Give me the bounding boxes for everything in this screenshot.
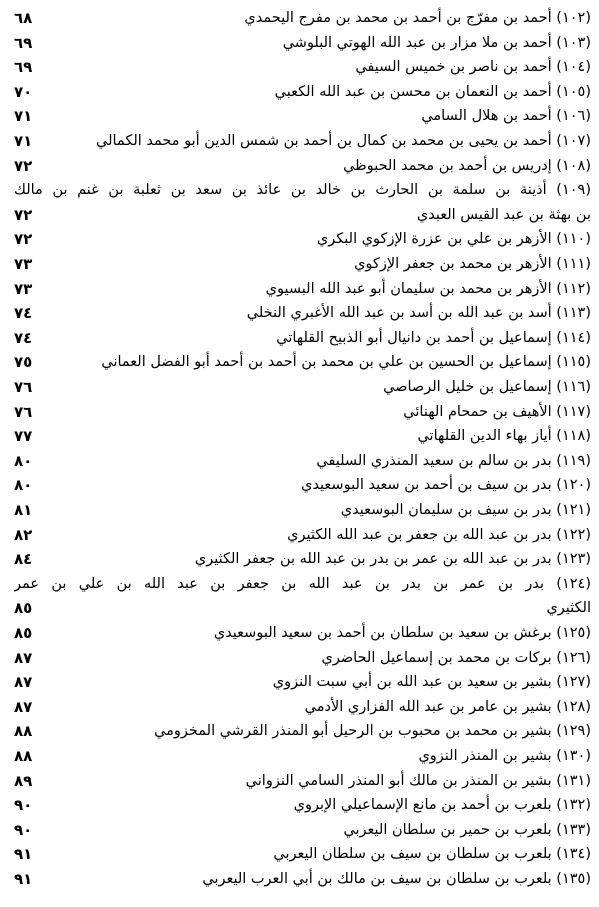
index-entry <box>0 55 599 79</box>
entry-page-number: ٩١ <box>14 845 33 864</box>
entry-page-number: ٧٥ <box>14 353 33 372</box>
index-entry-continuation <box>0 203 599 227</box>
entry-page-number: ٨٨ <box>14 722 33 741</box>
entry-title: (١٠٦) أحمد بن هلال السامي <box>421 108 591 125</box>
entry-page-number: ٨٧ <box>14 697 33 716</box>
entry-page-number: ٨٧ <box>14 648 33 667</box>
index-entry <box>0 818 599 842</box>
entry-page-number: ٦٨ <box>14 9 33 27</box>
index-entry <box>0 400 599 424</box>
entry-page-number: ٧٤ <box>14 328 33 347</box>
entry-page-number: ٨٠ <box>14 476 33 495</box>
entry-title: (١١٨) أياز بهاء الدين القلهاتي <box>417 428 591 445</box>
index-entry <box>0 867 599 891</box>
entry-page-number: ٨٩ <box>14 771 33 790</box>
index-entry <box>0 178 599 202</box>
entry-page-number: ٧٦ <box>14 402 33 421</box>
entry-page-number: ٧١ <box>14 132 33 150</box>
entry-title: (١٢١) بدر بن سيف بن سليمان البوسعيدي <box>340 502 591 518</box>
entry-title: (١٣٢) بلعرب بن أحمد بن مانع الإسماعيلي الإبروي <box>293 797 591 814</box>
index-entry <box>0 277 599 301</box>
entry-page-number: ٨٥ <box>14 599 33 618</box>
entry-page-number: ٧٢ <box>14 205 33 224</box>
index-entry <box>0 744 599 768</box>
entry-page-number: ٩١ <box>14 870 33 888</box>
index-entry <box>0 719 599 743</box>
entry-title: (١٢٧) بشير بن سعيد بن عبد الله بن أبي سبت النزوي <box>272 674 591 691</box>
entry-page-number: ٧٠ <box>14 82 33 101</box>
entry-page-number: ٨٠ <box>14 451 33 470</box>
entry-page-number: ٦٩ <box>14 58 33 77</box>
index-entry <box>0 6 599 30</box>
index-entry <box>0 350 599 374</box>
entry-title: (١٢٥) برغش بن سعيد بن سلطان بن أحمد بن سعيد البوسعيدي <box>213 625 591 641</box>
index-entry <box>0 473 599 497</box>
entry-page-number: ٦٩ <box>14 33 33 52</box>
index-entry <box>0 252 599 276</box>
index-entry <box>0 498 599 522</box>
entry-title: (١١٦) إسماعيل بن خليل الرصاصي <box>383 379 591 395</box>
index-entry <box>0 154 599 178</box>
index-entry <box>0 646 599 670</box>
entry-page-number: ٨٤ <box>14 550 33 569</box>
entry-page-number: ٨٥ <box>14 624 33 642</box>
index-entry <box>0 670 599 694</box>
index-entry <box>0 449 599 473</box>
index-entry <box>0 523 599 547</box>
entry-title: (١١٤) إسماعيل بن أحمد بن دانيال أبو الذبيح القلهاتي <box>276 329 591 346</box>
index-entry <box>0 326 599 350</box>
entry-title: (١١٢) الأزهر بن محمد بن سليمان أبو عبد الله البسيوي <box>265 280 591 297</box>
entry-page-number: ٧٣ <box>14 255 33 273</box>
index-entry <box>0 842 599 866</box>
entry-title: (١١١) الأزهر بن محمد بن جعفر الإزكوي <box>354 256 591 272</box>
entry-page-number: ٩٠ <box>14 796 33 815</box>
entry-title: (١١٣) أسد بن عبد الله بن أسد بن عبد الله الأغبري النخلي <box>246 305 591 322</box>
entry-title: (١٢٨) بشير بن عامر بن عبد الله الفزاري الأدمي <box>304 698 591 715</box>
entry-title: (١٠٥) أحمد بن النعمان بن محسن بن عبد الله الكعبي <box>274 83 591 100</box>
index-entry <box>0 424 599 448</box>
index-entry <box>0 129 599 153</box>
entry-page-number: ٨١ <box>14 501 33 519</box>
entry-title: (١٠٧) أحمد بن يحيى بن محمد بن كمال بن أحمد بن شمس الدين أبو محمد الكمالي <box>96 133 591 149</box>
entry-title: (١٢٣) بدر بن عبد الله بن عمر بن بدر بن عبد الله بن جعفر الكثيري <box>194 551 591 568</box>
entry-title: (١٢٩) بشير بن محمد بن محبوب بن الرحيل أبو المنذر القرشي المخزومي <box>154 723 591 740</box>
index-entry <box>0 301 599 325</box>
entry-page-number: ٨٨ <box>14 747 33 765</box>
entry-title: (١٠٩) أذينة بن سلمة بن الحارث بن خالد بن عائذ بن سعد بن ثعلبة بن غنم بن مالك <box>14 182 591 199</box>
index-entry <box>0 769 599 793</box>
entry-title: (١٣٣) بلعرب بن حمير بن سلطان اليعربي <box>343 821 591 838</box>
index-entry <box>0 375 599 399</box>
index-entry <box>0 104 599 128</box>
entry-title-continuation: الكثيري <box>546 600 591 617</box>
index-entry <box>0 227 599 251</box>
entry-title: (١٢٢) بدر بن عبد الله بن جعفر بن عبد الله الكثيري <box>287 526 591 543</box>
entry-page-number: ٩٠ <box>14 820 33 839</box>
index-entry <box>0 793 599 817</box>
entry-title: (١٣٠) بشير بن المنذر النزوي <box>418 748 591 764</box>
index-entry <box>0 621 599 645</box>
entry-title: (١٠٢) أحمد بن مفرّج بن أحمد بن محمد بن مفرج اليحمدي <box>244 10 591 26</box>
index-entry-continuation <box>0 596 599 620</box>
entry-title: (١٠٣) أحمد بن ملا مزار بن عبد الله الهوتي البلوشي <box>282 34 591 51</box>
index-entry <box>0 80 599 104</box>
entry-page-number: ٧٦ <box>14 378 33 396</box>
entry-page-number: ٧٣ <box>14 279 33 298</box>
entry-title-continuation: بن بهثة بن عبد القيس العبدي <box>416 206 591 223</box>
entry-title: (١٣٤) بلعرب بن سلطان بن سيف بن سلطان اليعربي <box>273 846 591 863</box>
index-entry <box>0 695 599 719</box>
entry-page-number: ٧٤ <box>14 304 33 323</box>
entry-title: (١١٥) إسماعيل بن الحسين بن علي بن محمد بن أحمد بن أحمد أبو الفضل العماني <box>101 354 591 371</box>
entry-title: (١٠٨) إدريس بن أحمد بن محمد الحبوظي <box>343 157 591 174</box>
index-entry <box>0 547 599 571</box>
entry-page-number: ٨٢ <box>14 525 33 544</box>
entry-title: (١٣٥) بلعرب بن سلطان بن سيف بن مالك بن أبي العرب اليعربي <box>202 871 591 887</box>
entry-page-number: ٧١ <box>14 107 33 126</box>
entry-title: (١٢٤) بدر بن عمر بن بدر بن عبد الله بن جعفر بن عبد الله بن علي بن عمر <box>14 575 591 592</box>
entry-title: (١٠٤) أحمد بن ناصر بن خميس السيفي <box>355 59 591 76</box>
entry-title: (١٢٦) بركات بن محمد بن إسماعيل الحاضري <box>321 649 591 666</box>
entry-page-number: ٧٧ <box>14 427 33 446</box>
entry-page-number: ٧٢ <box>14 156 33 175</box>
entry-title: (١١٧) الأهيف بن حمحام الهنائي <box>403 403 591 420</box>
entry-title: (١٢٠) بدر بن سيف بن أحمد بن سعيد البوسعيدي <box>301 477 591 494</box>
entry-page-number: ٨٧ <box>14 673 33 692</box>
entry-title: (١١٩) بدر بن سالم بن سعيد المنذري السليفي <box>316 452 591 469</box>
index-entry <box>0 572 599 596</box>
entry-title: (١١٠) الأزهر بن علي بن عزرة الإزكوي البكري <box>316 231 591 248</box>
entry-page-number: ٧٢ <box>14 230 33 249</box>
entry-title: (١٣١) بشير بن المنذر بن مالك أبو المنذر السامي النزواني <box>245 772 591 789</box>
index-entry <box>0 31 599 55</box>
